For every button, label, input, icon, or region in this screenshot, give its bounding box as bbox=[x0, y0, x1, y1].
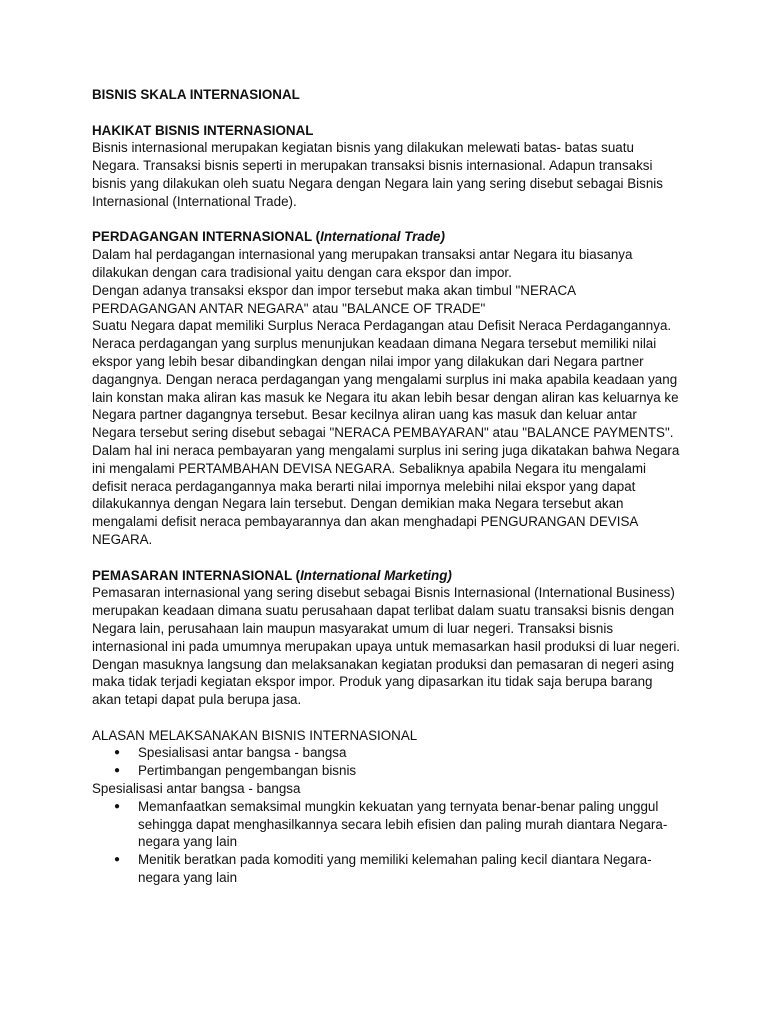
section-heading-hakikat: HAKIKAT BISNIS INTERNASIONAL bbox=[92, 122, 314, 138]
spacer bbox=[92, 104, 682, 122]
paragraph-pemasaran: Pemasaran internasional yang sering disebut sebagai Bisnis Internasional (International Business) merupakan keadaan dimana suatu perusahaan dapat terlibat dalam suatu transaksi bisnis dengan Negara lain, perusahaan lain maupun masyarakat umum di luar negeri. Transaksi bisnis internasional ini pada umumnya merupakan upaya untuk memasarkan hasil produksi di luar negeri. Dengan masuknya langsung dan melaksanakan kegiatan produksi dan pemasaran di negeri asing maka tidak terjadi kegiatan ekspor impor. Produk yang dipasarkan itu tidak saja berupa barang akan tetapi dapat pula berupa jasa. bbox=[92, 585, 681, 708]
list-item-text: Pertimbangan pengembangan bisnis bbox=[138, 763, 357, 779]
section-heading-pemasaran bbox=[92, 567, 682, 585]
list-item-text: Memanfaatkan semaksimal mungkin kekuatan yang ternyata benar-benar paling unggul sehingga dapat menghasilkannya secara lebih efisien dan paling murah diantara Negara-negara yang lain bbox=[138, 798, 668, 850]
paragraph-hakikat: Bisnis internasional merupakan kegiatan bisnis yang dilakukan melewati batas- batas suatu Negara. Transaksi bisnis seperti in merupakan transaksi bisnis internasional. Adapun transaksi bisnis yang dilakukan oleh suatu Negara dengan Negara lain yang sering disebut sebagai Bisnis Internasional (International Trade). bbox=[92, 140, 663, 209]
heading-text: PERDAGANGAN INTERNASIONAL ( bbox=[92, 229, 321, 245]
bullet-list-alasan bbox=[92, 744, 682, 780]
list-item bbox=[92, 744, 682, 762]
bullet-icon: ● bbox=[114, 765, 121, 777]
paragraph-perdagangan-3: Suatu Negara dapat memiliki Surplus Neraca Perdagangan atau Defisit Neraca Perdagangannya. Neraca perdagangan yang surplus menunjukan keadaan dimana Negara tersebut memiliki nilai ekspor yang lebih besar dibandingkan dengan nilai impor yang dilakukan dari Negara partner dagangnya. Dengan neraca perdagangan yang mengalami surplus ini maka apabila keadaan yang lain konstan maka aliran kas masuk ke Negara itu akan lebih besar dengan aliran kas keluarnya ke Negara partner dagangnya tersebut. Besar kecilnya aliran uang kas masuk dan keluar antar Negara tersebut sering disebut sebagai "NERACA PEMBAYARAN" atau "BALANCE PAYMENTS". Dalam hal ini neraca pembayaran yang mengalami surplus ini sering juga dikatakan bahwa Negara ini mengalami PERTAMBAHAN DEVISA NEGARA. Sebaliknya apabila Negara itu mengalami defisit neraca perdagangannya maka berarti nilai impornya melebihi nilai ekspor yang dapat dilakukannya dengan Negara lain tersebut. Dengan demikian maka Negara tersebut akan mengalami defisit neraca pembayarannya dan akan menghadapi PENGURANGAN DEVISA NEGARA. bbox=[92, 318, 680, 547]
document-page bbox=[92, 86, 682, 887]
list-item bbox=[92, 851, 682, 887]
bullet-icon: ● bbox=[114, 854, 121, 866]
list-item-text: Spesialisasi antar bangsa - bangsa bbox=[138, 745, 347, 761]
section-heading-perdagangan bbox=[92, 228, 682, 246]
section-heading-alasan: ALASAN MELAKSANAKAN BISNIS INTERNASIONAL bbox=[92, 727, 418, 743]
bullet-list-spesialisasi bbox=[92, 798, 682, 887]
spacer bbox=[92, 211, 682, 229]
heading-italic-text: International Marketing) bbox=[300, 567, 452, 583]
bullet-icon: ● bbox=[114, 800, 121, 812]
paragraph-perdagangan-2: Dengan adanya transaksi ekspor dan impor tersebut maka akan timbul "NERACA PERDAGANGAN ANTAR NEGARA" atau "BALANCE OF TRADE" bbox=[92, 282, 576, 316]
document-title: BISNIS SKALA INTERNASIONAL bbox=[92, 87, 300, 102]
list-item bbox=[92, 762, 682, 780]
heading-italic-text: International Trade) bbox=[320, 229, 445, 245]
subheading-spesialisasi: Spesialisasi antar bangsa - bangsa bbox=[92, 781, 301, 797]
list-item bbox=[92, 798, 682, 851]
bullet-icon: ● bbox=[114, 747, 121, 759]
heading-text: PEMASARAN INTERNASIONAL ( bbox=[92, 567, 301, 583]
paragraph-perdagangan-1: Dalam hal perdagangan internasional yang merupakan transaksi antar Negara itu biasanya dilakukan dengan cara tradisional yaitu dengan cara ekspor dan impor. bbox=[92, 247, 633, 280]
spacer bbox=[92, 709, 682, 727]
spacer bbox=[92, 549, 682, 567]
list-item-text: Menitik beratkan pada komoditi yang memiliki kelemahan paling kecil diantara Negara-negara yang lain bbox=[138, 852, 652, 886]
